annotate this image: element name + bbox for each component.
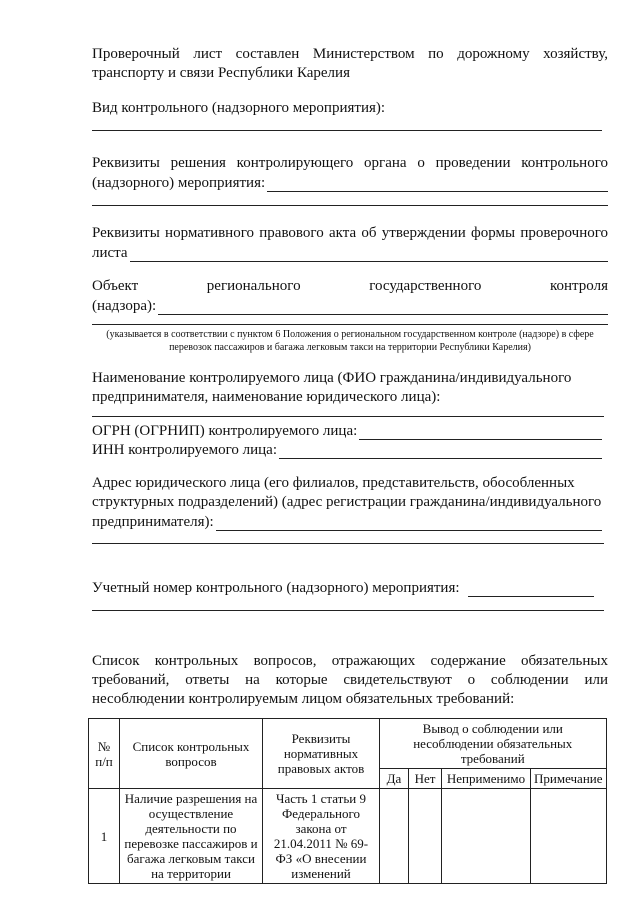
address-label-line-2: структурных подразделений) (адрес регистрации гражданина/индивидуального <box>92 494 602 510</box>
col-conclusion-header: Вывод о соблюдении или несоблюдении обязательных требований <box>380 719 607 769</box>
row-note-cell[interactable] <box>531 789 607 884</box>
account-number-field[interactable] <box>92 578 594 597</box>
object-note: (указывается в соответствии с пунктом 6 Положения о региональном государственном контроле (надзоре) в сфере перевозок пассажиров и багажа легковым такси на территории Республики Карелия) <box>106 329 594 353</box>
decision-label-line-2: (надзорного) мероприятия: <box>92 175 266 191</box>
act-label-line-2: листа <box>92 245 128 261</box>
row-yes-cell[interactable] <box>380 789 409 884</box>
checklist-table <box>88 718 607 884</box>
object-line[interactable] <box>158 300 608 315</box>
ogrn-line[interactable] <box>359 425 602 440</box>
col-acts-header: Реквизиты нормативных правовых актов <box>263 719 380 789</box>
object-label-line-2: (надзора): <box>92 298 157 314</box>
col-no-header: Нет <box>409 769 442 789</box>
person-label-line-2: предпринимателя, наименование юридического лица): <box>92 389 441 405</box>
row-act: Часть 1 статьи 9 Федерального закона от 21.04.2011 № 69-ФЗ «О внесении изменений <box>263 789 380 884</box>
address-line[interactable] <box>216 516 602 531</box>
list-intro-line-1: Список контрольных вопросов, отражающих содержание обязательных <box>92 653 608 669</box>
row-no-cell[interactable] <box>409 789 442 884</box>
act-line[interactable] <box>130 247 608 262</box>
decision-field[interactable] <box>92 173 608 192</box>
event-type-line[interactable] <box>92 130 602 131</box>
act-field[interactable] <box>92 243 608 262</box>
list-intro-line-2: требований, ответы на которые свидетельствуют о соблюдении или <box>92 672 608 688</box>
account-number-line-2[interactable] <box>92 610 604 611</box>
person-label-line-1: Наименование контролируемого лица (ФИО гражданина/индивидуального <box>92 370 572 386</box>
list-intro-line-3: несоблюдении контролируемым лицом обязательных требований: <box>92 691 515 707</box>
col-questions-header: Список контрольных вопросов <box>120 719 263 789</box>
account-number-label: Учетный номер контрольного (надзорного) мероприятия: <box>92 580 460 596</box>
address-label-line-3: предпринимателя): <box>92 514 214 530</box>
col-yes-header: Да <box>380 769 409 789</box>
ogrn-field[interactable] <box>92 421 602 440</box>
header-line-1: Проверочный лист составлен Министерством по дорожному хозяйству, <box>92 46 608 62</box>
address-line-2[interactable] <box>92 543 604 544</box>
table-row <box>89 789 607 884</box>
decision-line[interactable] <box>267 177 608 192</box>
event-type-label: Вид контрольного (надзорного мероприятия): <box>92 100 386 116</box>
act-label-line-1: Реквизиты нормативного правового акта об утверждении формы проверочного <box>92 225 608 241</box>
address-label-line-1: Адрес юридического лица (его филиалов, представительств, обособленных <box>92 475 575 491</box>
row-number: 1 <box>89 789 120 884</box>
address-field[interactable] <box>92 512 602 531</box>
inn-line[interactable] <box>279 444 602 459</box>
col-number-header: № п/п <box>89 719 120 789</box>
header-line-2: транспорту и связи Республики Карелия <box>92 65 350 81</box>
row-question: Наличие разрешения на осуществление деятельности по перевозке пассажиров и багажа легковым такси на территории <box>120 789 263 884</box>
decision-line-2[interactable] <box>92 205 608 206</box>
ogrn-label: ОГРН (ОГРНИП) контролируемого лица: <box>92 423 358 439</box>
col-na-header: Неприменимо <box>442 769 531 789</box>
person-line[interactable] <box>92 416 604 417</box>
object-label-line-1: Объект регионального государственного контроля <box>92 278 608 294</box>
inn-label: ИНН контролируемого лица: <box>92 442 278 458</box>
object-line-2[interactable] <box>92 324 608 325</box>
col-note-header: Примечание <box>531 769 607 789</box>
decision-label-line-1: Реквизиты решения контролирующего органа о проведении контрольного <box>92 155 608 171</box>
row-na-cell[interactable] <box>442 789 531 884</box>
account-number-line[interactable] <box>468 582 594 597</box>
inn-field[interactable] <box>92 440 602 459</box>
object-field[interactable] <box>92 296 608 315</box>
